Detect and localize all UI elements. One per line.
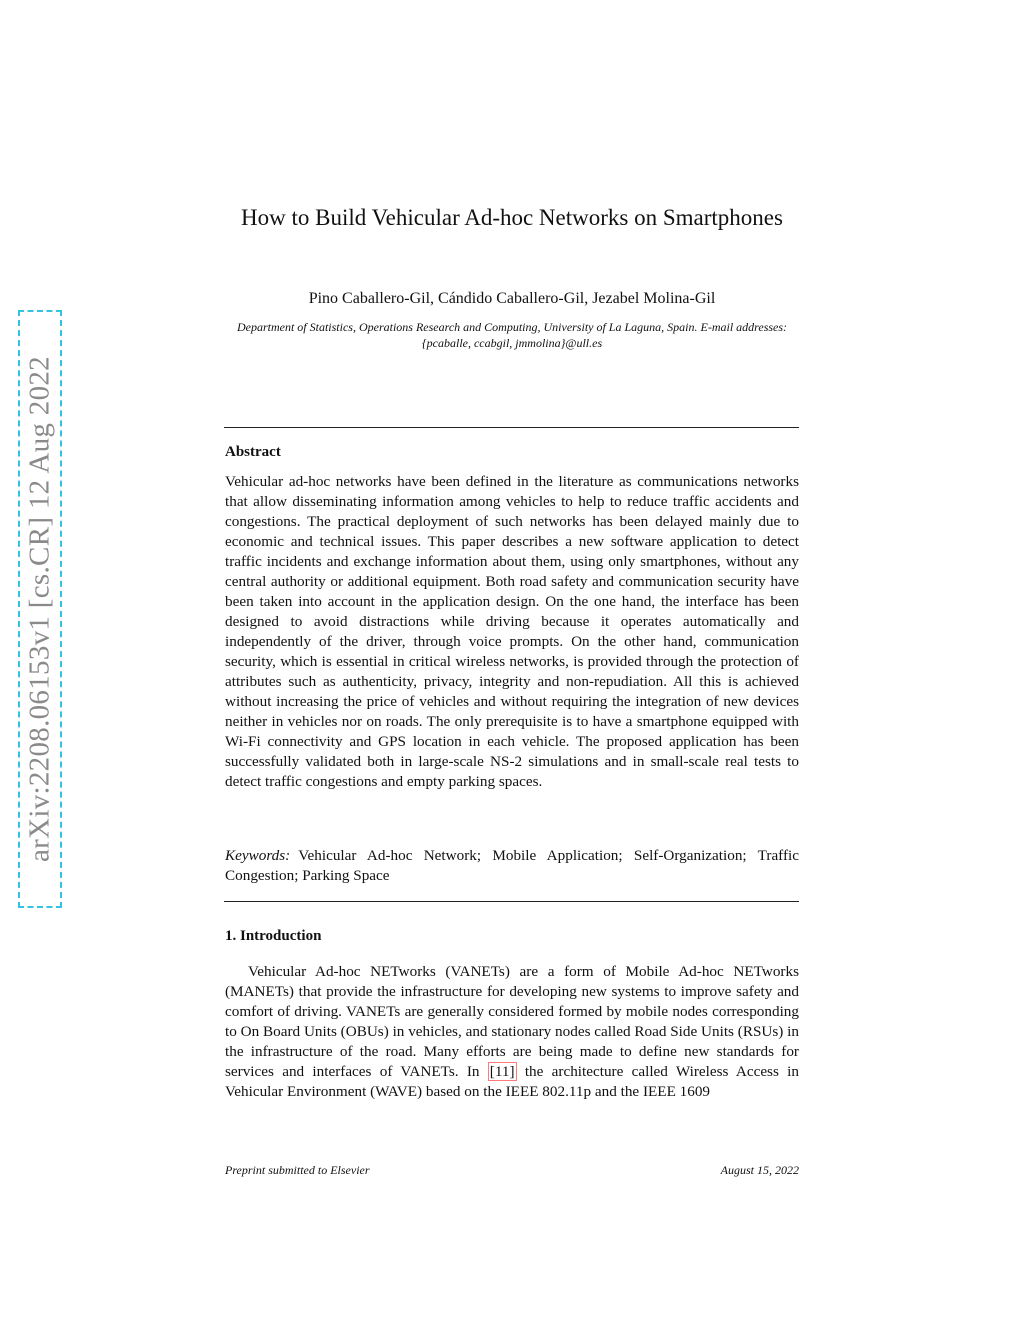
footer-preprint-note: Preprint submitted to Elsevier — [225, 1163, 370, 1177]
citation-link[interactable]: [11] — [489, 1063, 515, 1080]
intro-text-part-2: the architecture called Wireless Access in Vehicular Environment (WAVE) based on the IEEE 802.11p and the IEEE 1609 — [225, 1063, 799, 1100]
keywords-label: Keywords: — [225, 847, 291, 864]
keywords — [225, 846, 799, 886]
affiliation: Department of Statistics, Operations Research and Computing, University of La Laguna, Spain. E-mail addresses: {pcaballe, ccabgil, jmmolina}@ull.es — [236, 320, 788, 350]
keywords-text: Vehicular Ad-hoc Network; Mobile Application; Self-Organization; Traffic Congestion; Parking Space — [225, 847, 799, 884]
arxiv-id-text[interactable]: arXiv:2208.06153v1 [cs.CR] 12 Aug 2022 — [23, 356, 56, 862]
paper-title: How to Build Vehicular Ad-hoc Networks on Smartphones — [241, 205, 783, 230]
intro-text-part-1: Vehicular Ad-hoc NETworks (VANETs) are a form of Mobile Ad-hoc NETworks (MANETs) that provide the infrastructure for developing new systems to improve safety and comfort of driving. VANETs are generally considered formed by mobile nodes corresponding to On Board Units (OBUs) in vehicles, and stationary nodes called Road Side Units (RSUs) in the infrastructure of the road. Many efforts are being made to define new standards for services and interfaces of VANETs. In — [225, 963, 799, 1080]
footer-date: August 15, 2022 — [720, 1163, 799, 1177]
abstract-heading: Abstract — [225, 444, 281, 460]
top-divider — [224, 427, 799, 428]
bottom-divider — [224, 901, 799, 902]
author-list: Pino Caballero-Gil, Cándido Caballero-Gil, Jezabel Molina-Gil — [308, 290, 716, 307]
abstract-text: Vehicular ad-hoc networks have been defined in the literature as communications networks that allow disseminating information among vehicles to help to reduce traffic accidents and congestions. The practical deployment of such networks has been delayed mainly due to economic and technical issues. This paper describes a new software application to detect traffic incidents and exchange information about them, using only smartphones, without any central authority or additional equipment. Both road safety and communication security have been taken into account in the application design. On the one hand, the interface has been designed to avoid distractions while driving because it operates automatically and independently of the driver, through voice prompts. On the other hand, communication security, which is essential in critical wireless networks, is provided through the protection of attributes such as authenticity, privacy, integrity and non-repudiation. All this is achieved without increasing the price of vehicles and without requiring the integration of new devices neither in vehicles nor on roads. The only prerequisite is to have a smartphone equipped with Wi-Fi connectivity and GPS location in each vehicle. The proposed application has been successfully validated both in large-scale NS-2 simulations and in small-scale real tests to detect traffic congestions and empty parking spaces. — [225, 473, 799, 790]
introduction-text — [225, 962, 799, 1102]
arxiv-id-stamp[interactable] — [18, 310, 62, 908]
section-heading-introduction: 1. Introduction — [225, 928, 322, 944]
